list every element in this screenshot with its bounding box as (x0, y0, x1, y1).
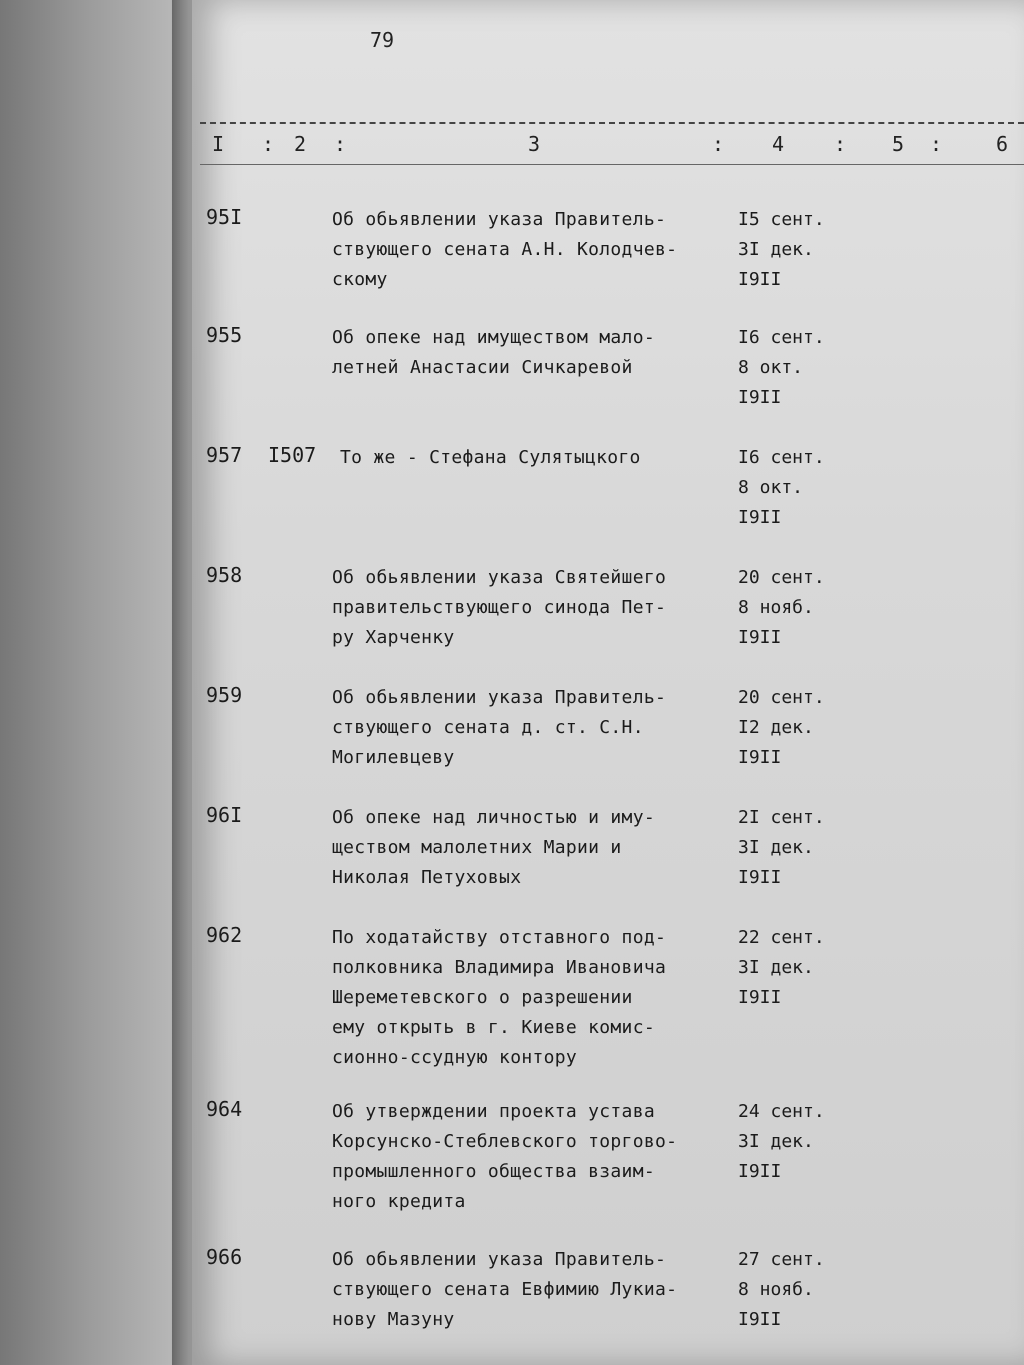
entry-date-line: I9II (738, 867, 782, 888)
column-separator: : (834, 132, 847, 156)
entry-dates (738, 1097, 848, 1187)
entry-title-line: ствующего сената д. ст. С.Н. (332, 717, 644, 738)
entry-title-line: Об опеке над имуществом мало- (332, 327, 655, 348)
entry-title-line: Об обьявлении указа Святейшего (332, 567, 667, 588)
entry-date-line: 24 сент. (738, 1101, 825, 1122)
column-separator: : (334, 132, 347, 156)
entry-number: 955 (206, 323, 243, 347)
entry-number: 96I (206, 803, 243, 827)
entry-title (340, 443, 730, 473)
entry-date-line: I9II (738, 627, 782, 648)
entry-date-line: 8 окт. (738, 357, 804, 378)
entry-title-line: ствующего сената Евфимию Лукиа- (332, 1279, 678, 1300)
entry-dates (738, 803, 848, 893)
entry-title-line: Об обьявлении указа Правитель- (332, 209, 667, 230)
entry-number: 962 (206, 923, 243, 947)
entry-title-line: ру Харченку (332, 627, 455, 648)
entry-title (332, 683, 722, 773)
entry-title (332, 323, 722, 383)
entry-date-line: 20 сент. (738, 687, 825, 708)
entry-title-line: ствующего сената А.Н. Колодчев- (332, 239, 678, 260)
entry-date-line: 2I сент. (738, 807, 825, 828)
entry-date-line: I6 сент. (738, 447, 825, 468)
entry-title-line: Могилевцеву (332, 747, 455, 768)
entry-dates (738, 443, 848, 533)
entry-date-line: I9II (738, 269, 782, 290)
entry-title-line: скому (332, 269, 388, 290)
entry-date-line: 8 нояб. (738, 1279, 814, 1300)
page-number: 79 (370, 28, 395, 52)
entry-title (332, 803, 722, 893)
entry-date-line: I9II (738, 1309, 782, 1330)
entry-number: 959 (206, 683, 243, 707)
entry-title-line: ществом малолетних Марии и (332, 837, 622, 858)
entry-date-line: I9II (738, 1161, 782, 1182)
entry-date-line: 8 нояб. (738, 597, 814, 618)
entry-title-line: Корсунско-Стеблевского торгово- (332, 1131, 678, 1152)
entry-title-line: Шереметевского о разрешении (332, 987, 633, 1008)
entry-date-line: 3I дек. (738, 1131, 814, 1152)
column-header-5: 5 (892, 132, 905, 156)
entry-date-line: I9II (738, 507, 782, 528)
entry-date-line: 3I дек. (738, 957, 814, 978)
entry-title (332, 205, 722, 295)
entry-title-line: Об обьявлении указа Правитель- (332, 1249, 667, 1270)
entry-date-line: 27 сент. (738, 1249, 825, 1270)
entry-title-line: нову Мазуну (332, 1309, 455, 1330)
entry-title-line: ного кредита (332, 1191, 466, 1212)
header-rule-top (200, 122, 1024, 124)
entry-title-line: промышленного общества взаим- (332, 1161, 655, 1182)
entry-title-line: Об обьявлении указа Правитель- (332, 687, 667, 708)
column-separator: : (712, 132, 725, 156)
entry-title-line: Об опеке над личностью и иму- (332, 807, 655, 828)
entry-date-line: 20 сент. (738, 567, 825, 588)
entry-dates (738, 923, 848, 1013)
entry-title-line: То же - Стефана Сулятыцкого (340, 447, 641, 468)
entry-date-line: I5 сент. (738, 209, 825, 230)
entry-title-line: сионно-ссудную контору (332, 1047, 578, 1068)
entry-number: 957 (206, 443, 243, 467)
facing-page (0, 0, 200, 1365)
entry-date-line: I9II (738, 987, 782, 1008)
entry-dates (738, 1245, 848, 1335)
column-header-3: 3 (528, 132, 541, 156)
entry-title-line: Николая Петуховых (332, 867, 522, 888)
column-separator: : (930, 132, 943, 156)
entry-date-line: I9II (738, 747, 782, 768)
entry-number: 95I (206, 205, 243, 229)
column-header-1: I (212, 132, 225, 156)
entry-title (332, 563, 722, 653)
column-header-6: 6 (996, 132, 1009, 156)
entry-date-line: I6 сент. (738, 327, 825, 348)
column-header-2: 2 (294, 132, 307, 156)
entry-title-line: полковника Владимира Ивановича (332, 957, 667, 978)
entry-date-line: I2 дек. (738, 717, 814, 738)
entry-title-line: летней Анастасии Сичкаревой (332, 357, 633, 378)
entry-dates (738, 683, 848, 773)
entry-title-line: По ходатайству отставного под- (332, 927, 667, 948)
entry-number: 966 (206, 1245, 243, 1269)
entry-title-line: Об утверждении проекта устава (332, 1101, 655, 1122)
entry-date-line: 22 сент. (738, 927, 825, 948)
entry-date-line: I9II (738, 387, 782, 408)
entry-reference: I507 (268, 443, 317, 467)
entry-title (332, 1097, 722, 1217)
entry-title-line: правительствующего синода Пет- (332, 597, 667, 618)
entry-date-line: 3I дек. (738, 837, 814, 858)
column-header-4: 4 (772, 132, 785, 156)
column-separator: : (262, 132, 275, 156)
entry-date-line: 3I дек. (738, 239, 814, 260)
entry-number: 964 (206, 1097, 243, 1121)
entry-dates (738, 563, 848, 653)
entry-number: 958 (206, 563, 243, 587)
entry-date-line: 8 окт. (738, 477, 804, 498)
entry-title (332, 1245, 722, 1335)
entry-dates (738, 205, 848, 295)
entry-title-line: ему открыть в г. Киеве комис- (332, 1017, 655, 1038)
entry-dates (738, 323, 848, 413)
entry-title (332, 923, 722, 1073)
header-rule-bottom (200, 164, 1024, 165)
